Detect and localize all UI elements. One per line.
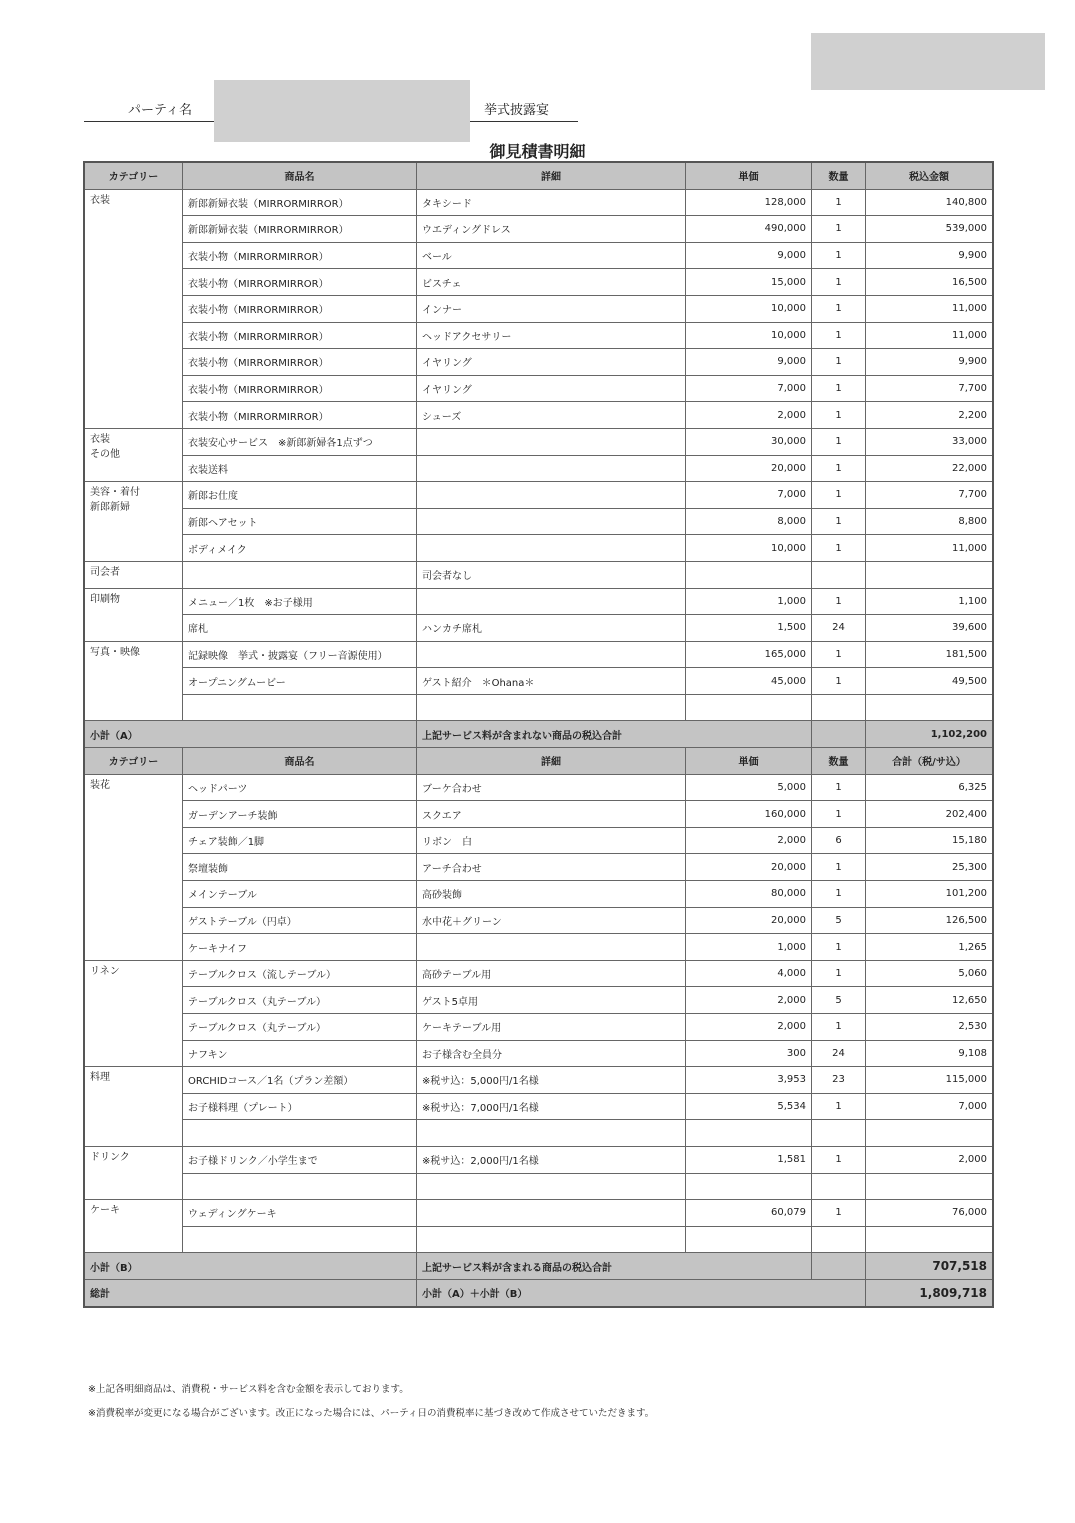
amount: 5,060 bbox=[866, 960, 993, 987]
summary-row bbox=[85, 721, 993, 748]
table-row bbox=[85, 455, 993, 482]
item-detail: アーチ合わせ bbox=[417, 854, 686, 881]
amount: 2,200 bbox=[866, 402, 993, 429]
item-name: メニュー／1枚 ※お子様用 bbox=[183, 588, 417, 615]
unit-price bbox=[686, 1173, 812, 1200]
unit-price: 30,000 bbox=[686, 428, 812, 455]
item-detail: 水中花＋グリーン bbox=[417, 907, 686, 934]
table-row bbox=[85, 854, 993, 881]
quantity: 1 bbox=[812, 375, 866, 402]
quantity: 1 bbox=[812, 934, 866, 961]
amount: 76,000 bbox=[866, 1200, 993, 1227]
unit-price: 7,000 bbox=[686, 482, 812, 509]
unit-price: 5,000 bbox=[686, 774, 812, 801]
amount: 9,108 bbox=[866, 1040, 993, 1067]
table-row bbox=[85, 774, 993, 801]
quantity bbox=[812, 561, 866, 588]
unit-price: 7,000 bbox=[686, 375, 812, 402]
amount: 2,000 bbox=[866, 1146, 993, 1173]
item-name: お子様ドリンク／小学生まで bbox=[183, 1146, 417, 1173]
footnote: ※上記各明細商品は、消費税・サービス料を含む金額を表示しております。 bbox=[88, 1384, 409, 1395]
item-name: 衣装小物（MIRRORMIRROR） bbox=[183, 269, 417, 296]
table-row bbox=[85, 907, 993, 934]
item-name: メインテーブル bbox=[183, 881, 417, 908]
unit-price: 165,000 bbox=[686, 641, 812, 668]
quantity: 24 bbox=[812, 615, 866, 642]
quantity: 1 bbox=[812, 1200, 866, 1227]
item-name: ORCHIDコース／1名（プラン差額） bbox=[183, 1067, 417, 1094]
item-name: オープニングムービー bbox=[183, 668, 417, 695]
column-header: 詳細 bbox=[417, 163, 686, 190]
item-detail: シューズ bbox=[417, 402, 686, 429]
item-name: 席札 bbox=[183, 615, 417, 642]
item-name: 記録映像 挙式・披露宴（フリー音源使用） bbox=[183, 641, 417, 668]
quantity bbox=[812, 1226, 866, 1253]
table-row bbox=[85, 588, 993, 615]
item-detail: ヘッドアクセサリー bbox=[417, 322, 686, 349]
summary-label: 小計（A） bbox=[85, 721, 417, 748]
amount: 15,180 bbox=[866, 827, 993, 854]
column-header: カテゴリー bbox=[85, 748, 183, 775]
summary-spacer bbox=[812, 1253, 866, 1280]
party-name-label: パーティ名 bbox=[128, 103, 192, 118]
item-name: 衣装小物（MIRRORMIRROR） bbox=[183, 242, 417, 269]
redacted-party-name bbox=[214, 80, 470, 142]
amount: 1,265 bbox=[866, 934, 993, 961]
item-detail bbox=[417, 1200, 686, 1227]
item-name bbox=[183, 1120, 417, 1147]
summary-description: 上記サービス料が含まれる商品の税込合計 bbox=[417, 1253, 812, 1280]
item-detail bbox=[417, 482, 686, 509]
item-name bbox=[183, 1173, 417, 1200]
quantity bbox=[812, 1120, 866, 1147]
item-name: 衣装小物（MIRRORMIRROR） bbox=[183, 402, 417, 429]
table-row bbox=[85, 482, 993, 509]
unit-price: 10,000 bbox=[686, 535, 812, 562]
category-cell: 司会者 bbox=[85, 561, 183, 588]
item-name: 新郎ヘアセット bbox=[183, 508, 417, 535]
total-description: 小計（A）＋小計（B） bbox=[417, 1279, 866, 1306]
unit-price: 2,000 bbox=[686, 1014, 812, 1041]
quantity: 24 bbox=[812, 1040, 866, 1067]
amount: 101,200 bbox=[866, 881, 993, 908]
table-row bbox=[85, 535, 993, 562]
table-row bbox=[85, 216, 993, 243]
column-header: 単価 bbox=[686, 748, 812, 775]
quantity: 1 bbox=[812, 960, 866, 987]
category-cell: 写真・映像 bbox=[85, 641, 183, 721]
item-name: 衣装送料 bbox=[183, 455, 417, 482]
amount: 33,000 bbox=[866, 428, 993, 455]
quantity bbox=[812, 1173, 866, 1200]
unit-price bbox=[686, 694, 812, 721]
party-name-underline bbox=[84, 121, 214, 122]
table-row bbox=[85, 1200, 993, 1227]
item-name: 衣装小物（MIRRORMIRROR） bbox=[183, 349, 417, 376]
quantity: 5 bbox=[812, 987, 866, 1014]
category-cell: 料理 bbox=[85, 1067, 183, 1147]
column-header: カテゴリー bbox=[85, 163, 183, 190]
item-name: お子様料理（プレート） bbox=[183, 1093, 417, 1120]
item-name: 新郎新婦衣装（MIRRORMIRROR） bbox=[183, 216, 417, 243]
item-name: ゲストテーブル（円卓） bbox=[183, 907, 417, 934]
quantity: 1 bbox=[812, 1014, 866, 1041]
quantity: 6 bbox=[812, 827, 866, 854]
amount: 126,500 bbox=[866, 907, 993, 934]
amount: 6,325 bbox=[866, 774, 993, 801]
amount: 22,000 bbox=[866, 455, 993, 482]
party-type: 挙式披露宴 bbox=[484, 103, 550, 118]
item-name: チェア装飾／1脚 bbox=[183, 827, 417, 854]
amount: 12,650 bbox=[866, 987, 993, 1014]
table-row bbox=[85, 960, 993, 987]
quantity: 1 bbox=[812, 242, 866, 269]
item-detail: 高砂装飾 bbox=[417, 881, 686, 908]
item-detail: 司会者なし bbox=[417, 561, 686, 588]
table-row bbox=[85, 1226, 993, 1253]
summary-label: 小計（B） bbox=[85, 1253, 417, 1280]
amount: 181,500 bbox=[866, 641, 993, 668]
item-detail: スクエア bbox=[417, 801, 686, 828]
unit-price: 1,000 bbox=[686, 588, 812, 615]
item-detail bbox=[417, 934, 686, 961]
item-detail bbox=[417, 694, 686, 721]
amount: 2,530 bbox=[866, 1014, 993, 1041]
category-cell: 美容・着付 新郎新婦 bbox=[85, 482, 183, 562]
item-detail bbox=[417, 535, 686, 562]
table-row bbox=[85, 1093, 993, 1120]
quantity: 1 bbox=[812, 881, 866, 908]
item-detail bbox=[417, 1173, 686, 1200]
estimate-table bbox=[84, 162, 993, 1307]
unit-price bbox=[686, 1120, 812, 1147]
amount bbox=[866, 1120, 993, 1147]
item-detail: ベール bbox=[417, 242, 686, 269]
item-detail bbox=[417, 1120, 686, 1147]
quantity: 5 bbox=[812, 907, 866, 934]
item-detail: イヤリング bbox=[417, 375, 686, 402]
category-cell: ケーキ bbox=[85, 1200, 183, 1253]
quantity: 1 bbox=[812, 854, 866, 881]
amount: 7,700 bbox=[866, 375, 993, 402]
unit-price: 20,000 bbox=[686, 907, 812, 934]
quantity: 1 bbox=[812, 216, 866, 243]
item-name: 祭壇装飾 bbox=[183, 854, 417, 881]
amount: 1,100 bbox=[866, 588, 993, 615]
document-title: 御見積書明細 bbox=[489, 142, 586, 161]
quantity: 1 bbox=[812, 508, 866, 535]
quantity: 1 bbox=[812, 455, 866, 482]
item-detail: イヤリング bbox=[417, 349, 686, 376]
amount: 11,000 bbox=[866, 295, 993, 322]
item-name bbox=[183, 694, 417, 721]
item-detail: ブーケ合わせ bbox=[417, 774, 686, 801]
column-header: 商品名 bbox=[183, 163, 417, 190]
table-row bbox=[85, 1173, 993, 1200]
header-row bbox=[85, 748, 993, 775]
unit-price: 8,000 bbox=[686, 508, 812, 535]
table-row bbox=[85, 402, 993, 429]
item-detail: ゲスト紹介 ＊Ohana＊ bbox=[417, 668, 686, 695]
unit-price: 1,581 bbox=[686, 1146, 812, 1173]
quantity: 1 bbox=[812, 641, 866, 668]
item-detail: ※税サ込：2,000円/1名様 bbox=[417, 1146, 686, 1173]
table-row bbox=[85, 1040, 993, 1067]
item-name: ヘッドパーツ bbox=[183, 774, 417, 801]
item-name: 衣装小物（MIRRORMIRROR） bbox=[183, 375, 417, 402]
unit-price: 2,000 bbox=[686, 402, 812, 429]
amount: 49,500 bbox=[866, 668, 993, 695]
item-detail bbox=[417, 508, 686, 535]
total-label: 総計 bbox=[85, 1279, 417, 1306]
amount: 7,700 bbox=[866, 482, 993, 509]
quantity: 1 bbox=[812, 189, 866, 216]
item-detail: ゲスト5卓用 bbox=[417, 987, 686, 1014]
unit-price: 300 bbox=[686, 1040, 812, 1067]
item-detail: インナー bbox=[417, 295, 686, 322]
table-row bbox=[85, 349, 993, 376]
amount: 9,900 bbox=[866, 349, 993, 376]
item-detail bbox=[417, 641, 686, 668]
quantity: 1 bbox=[812, 535, 866, 562]
category-cell: 印刷物 bbox=[85, 588, 183, 641]
unit-price: 9,000 bbox=[686, 349, 812, 376]
column-header: 単価 bbox=[686, 163, 812, 190]
unit-price: 15,000 bbox=[686, 269, 812, 296]
item-detail: ハンカチ席札 bbox=[417, 615, 686, 642]
amount: 7,000 bbox=[866, 1093, 993, 1120]
item-name: ボディメイク bbox=[183, 535, 417, 562]
column-header: 商品名 bbox=[183, 748, 417, 775]
quantity: 1 bbox=[812, 482, 866, 509]
table-row bbox=[85, 668, 993, 695]
amount: 202,400 bbox=[866, 801, 993, 828]
item-name: ケーキナイフ bbox=[183, 934, 417, 961]
item-name: 新郎新婦衣装（MIRRORMIRROR） bbox=[183, 189, 417, 216]
category-cell: リネン bbox=[85, 960, 183, 1066]
quantity: 1 bbox=[812, 428, 866, 455]
item-name: テーブルクロス（丸テーブル） bbox=[183, 987, 417, 1014]
item-name: テーブルクロス（流しテーブル） bbox=[183, 960, 417, 987]
item-detail: ビスチェ bbox=[417, 269, 686, 296]
column-header: 詳細 bbox=[417, 748, 686, 775]
table-row bbox=[85, 881, 993, 908]
amount bbox=[866, 1226, 993, 1253]
item-name: 新郎お仕度 bbox=[183, 482, 417, 509]
unit-price: 3,953 bbox=[686, 1067, 812, 1094]
unit-price: 10,000 bbox=[686, 322, 812, 349]
category-cell: 装花 bbox=[85, 774, 183, 960]
unit-price: 2,000 bbox=[686, 987, 812, 1014]
quantity: 1 bbox=[812, 322, 866, 349]
amount: 9,900 bbox=[866, 242, 993, 269]
column-header: 数量 bbox=[812, 748, 866, 775]
item-detail: ※税サ込：7,000円/1名様 bbox=[417, 1093, 686, 1120]
item-name: テーブルクロス（丸テーブル） bbox=[183, 1014, 417, 1041]
item-detail bbox=[417, 428, 686, 455]
summary-row bbox=[85, 1253, 993, 1280]
unit-price bbox=[686, 1226, 812, 1253]
summary-description: 上記サービス料が含まれない商品の税込合計 bbox=[417, 721, 812, 748]
table-row bbox=[85, 295, 993, 322]
unit-price: 10,000 bbox=[686, 295, 812, 322]
item-name: 衣装小物（MIRRORMIRROR） bbox=[183, 295, 417, 322]
total-row bbox=[85, 1279, 993, 1306]
table-row bbox=[85, 801, 993, 828]
table-row bbox=[85, 322, 993, 349]
table-row bbox=[85, 375, 993, 402]
unit-price: 1,500 bbox=[686, 615, 812, 642]
item-detail bbox=[417, 455, 686, 482]
item-detail bbox=[417, 588, 686, 615]
table-row bbox=[85, 269, 993, 296]
amount: 539,000 bbox=[866, 216, 993, 243]
summary-spacer bbox=[812, 721, 866, 748]
item-name: ウェディングケーキ bbox=[183, 1200, 417, 1227]
amount: 11,000 bbox=[866, 535, 993, 562]
total-amount: 1,809,718 bbox=[866, 1279, 993, 1306]
quantity: 1 bbox=[812, 774, 866, 801]
table-row bbox=[85, 934, 993, 961]
quantity: 1 bbox=[812, 668, 866, 695]
category-cell: 衣装 bbox=[85, 189, 183, 428]
table-row bbox=[85, 615, 993, 642]
header-row bbox=[85, 163, 993, 190]
quantity: 1 bbox=[812, 588, 866, 615]
table-row bbox=[85, 1014, 993, 1041]
unit-price: 45,000 bbox=[686, 668, 812, 695]
table-row bbox=[85, 1146, 993, 1173]
item-name bbox=[183, 561, 417, 588]
unit-price: 80,000 bbox=[686, 881, 812, 908]
quantity bbox=[812, 694, 866, 721]
quantity: 1 bbox=[812, 402, 866, 429]
table-row bbox=[85, 641, 993, 668]
item-name: 衣装安心サービス ※新郎新婦各1点ずつ bbox=[183, 428, 417, 455]
unit-price: 1,000 bbox=[686, 934, 812, 961]
amount bbox=[866, 1173, 993, 1200]
amount bbox=[866, 694, 993, 721]
unit-price: 4,000 bbox=[686, 960, 812, 987]
unit-price: 490,000 bbox=[686, 216, 812, 243]
item-name: ナフキン bbox=[183, 1040, 417, 1067]
item-name: 衣装小物（MIRRORMIRROR） bbox=[183, 322, 417, 349]
column-header: 税込金額 bbox=[866, 163, 993, 190]
unit-price: 20,000 bbox=[686, 854, 812, 881]
item-detail: タキシード bbox=[417, 189, 686, 216]
unit-price: 60,079 bbox=[686, 1200, 812, 1227]
item-detail: ※税サ込：5,000円/1名様 bbox=[417, 1067, 686, 1094]
item-name: ガーデンアーチ装飾 bbox=[183, 801, 417, 828]
table-row bbox=[85, 428, 993, 455]
quantity: 1 bbox=[812, 269, 866, 296]
item-detail bbox=[417, 1226, 686, 1253]
item-detail: 高砂テーブル用 bbox=[417, 960, 686, 987]
amount: 25,300 bbox=[866, 854, 993, 881]
amount bbox=[866, 561, 993, 588]
unit-price: 5,534 bbox=[686, 1093, 812, 1120]
summary-amount: 1,102,200 bbox=[866, 721, 993, 748]
table-row bbox=[85, 1067, 993, 1094]
item-detail: ケーキテーブル用 bbox=[417, 1014, 686, 1041]
amount: 39,600 bbox=[866, 615, 993, 642]
amount: 115,000 bbox=[866, 1067, 993, 1094]
item-detail: ウエディングドレス bbox=[417, 216, 686, 243]
table-row bbox=[85, 827, 993, 854]
amount: 11,000 bbox=[866, 322, 993, 349]
unit-price: 2,000 bbox=[686, 827, 812, 854]
table-row bbox=[85, 561, 993, 588]
category-cell: ドリンク bbox=[85, 1146, 183, 1199]
unit-price: 9,000 bbox=[686, 242, 812, 269]
unit-price: 128,000 bbox=[686, 189, 812, 216]
table-row bbox=[85, 242, 993, 269]
quantity: 1 bbox=[812, 1093, 866, 1120]
table-row bbox=[85, 694, 993, 721]
column-header: 数量 bbox=[812, 163, 866, 190]
table-row bbox=[85, 508, 993, 535]
amount: 8,800 bbox=[866, 508, 993, 535]
item-name bbox=[183, 1226, 417, 1253]
item-detail: リボン 白 bbox=[417, 827, 686, 854]
unit-price: 160,000 bbox=[686, 801, 812, 828]
quantity: 1 bbox=[812, 295, 866, 322]
amount: 140,800 bbox=[866, 189, 993, 216]
quantity: 1 bbox=[812, 801, 866, 828]
table-row bbox=[85, 987, 993, 1014]
column-header: 合計（税/サ込） bbox=[866, 748, 993, 775]
item-detail: お子様含む全員分 bbox=[417, 1040, 686, 1067]
footnote: ※消費税率が変更になる場合がございます。改正になった場合には、パーティ日の消費税率に基づき改めて作成させていただきます。 bbox=[88, 1408, 655, 1419]
table-row bbox=[85, 189, 993, 216]
unit-price bbox=[686, 561, 812, 588]
quantity: 1 bbox=[812, 349, 866, 376]
unit-price: 20,000 bbox=[686, 455, 812, 482]
redacted-block bbox=[811, 33, 1045, 90]
category-cell: 衣装 その他 bbox=[85, 428, 183, 481]
party-type-underline bbox=[470, 121, 578, 122]
amount: 16,500 bbox=[866, 269, 993, 296]
summary-amount: 707,518 bbox=[866, 1253, 993, 1280]
quantity: 23 bbox=[812, 1067, 866, 1094]
table-row bbox=[85, 1120, 993, 1147]
quantity: 1 bbox=[812, 1146, 866, 1173]
